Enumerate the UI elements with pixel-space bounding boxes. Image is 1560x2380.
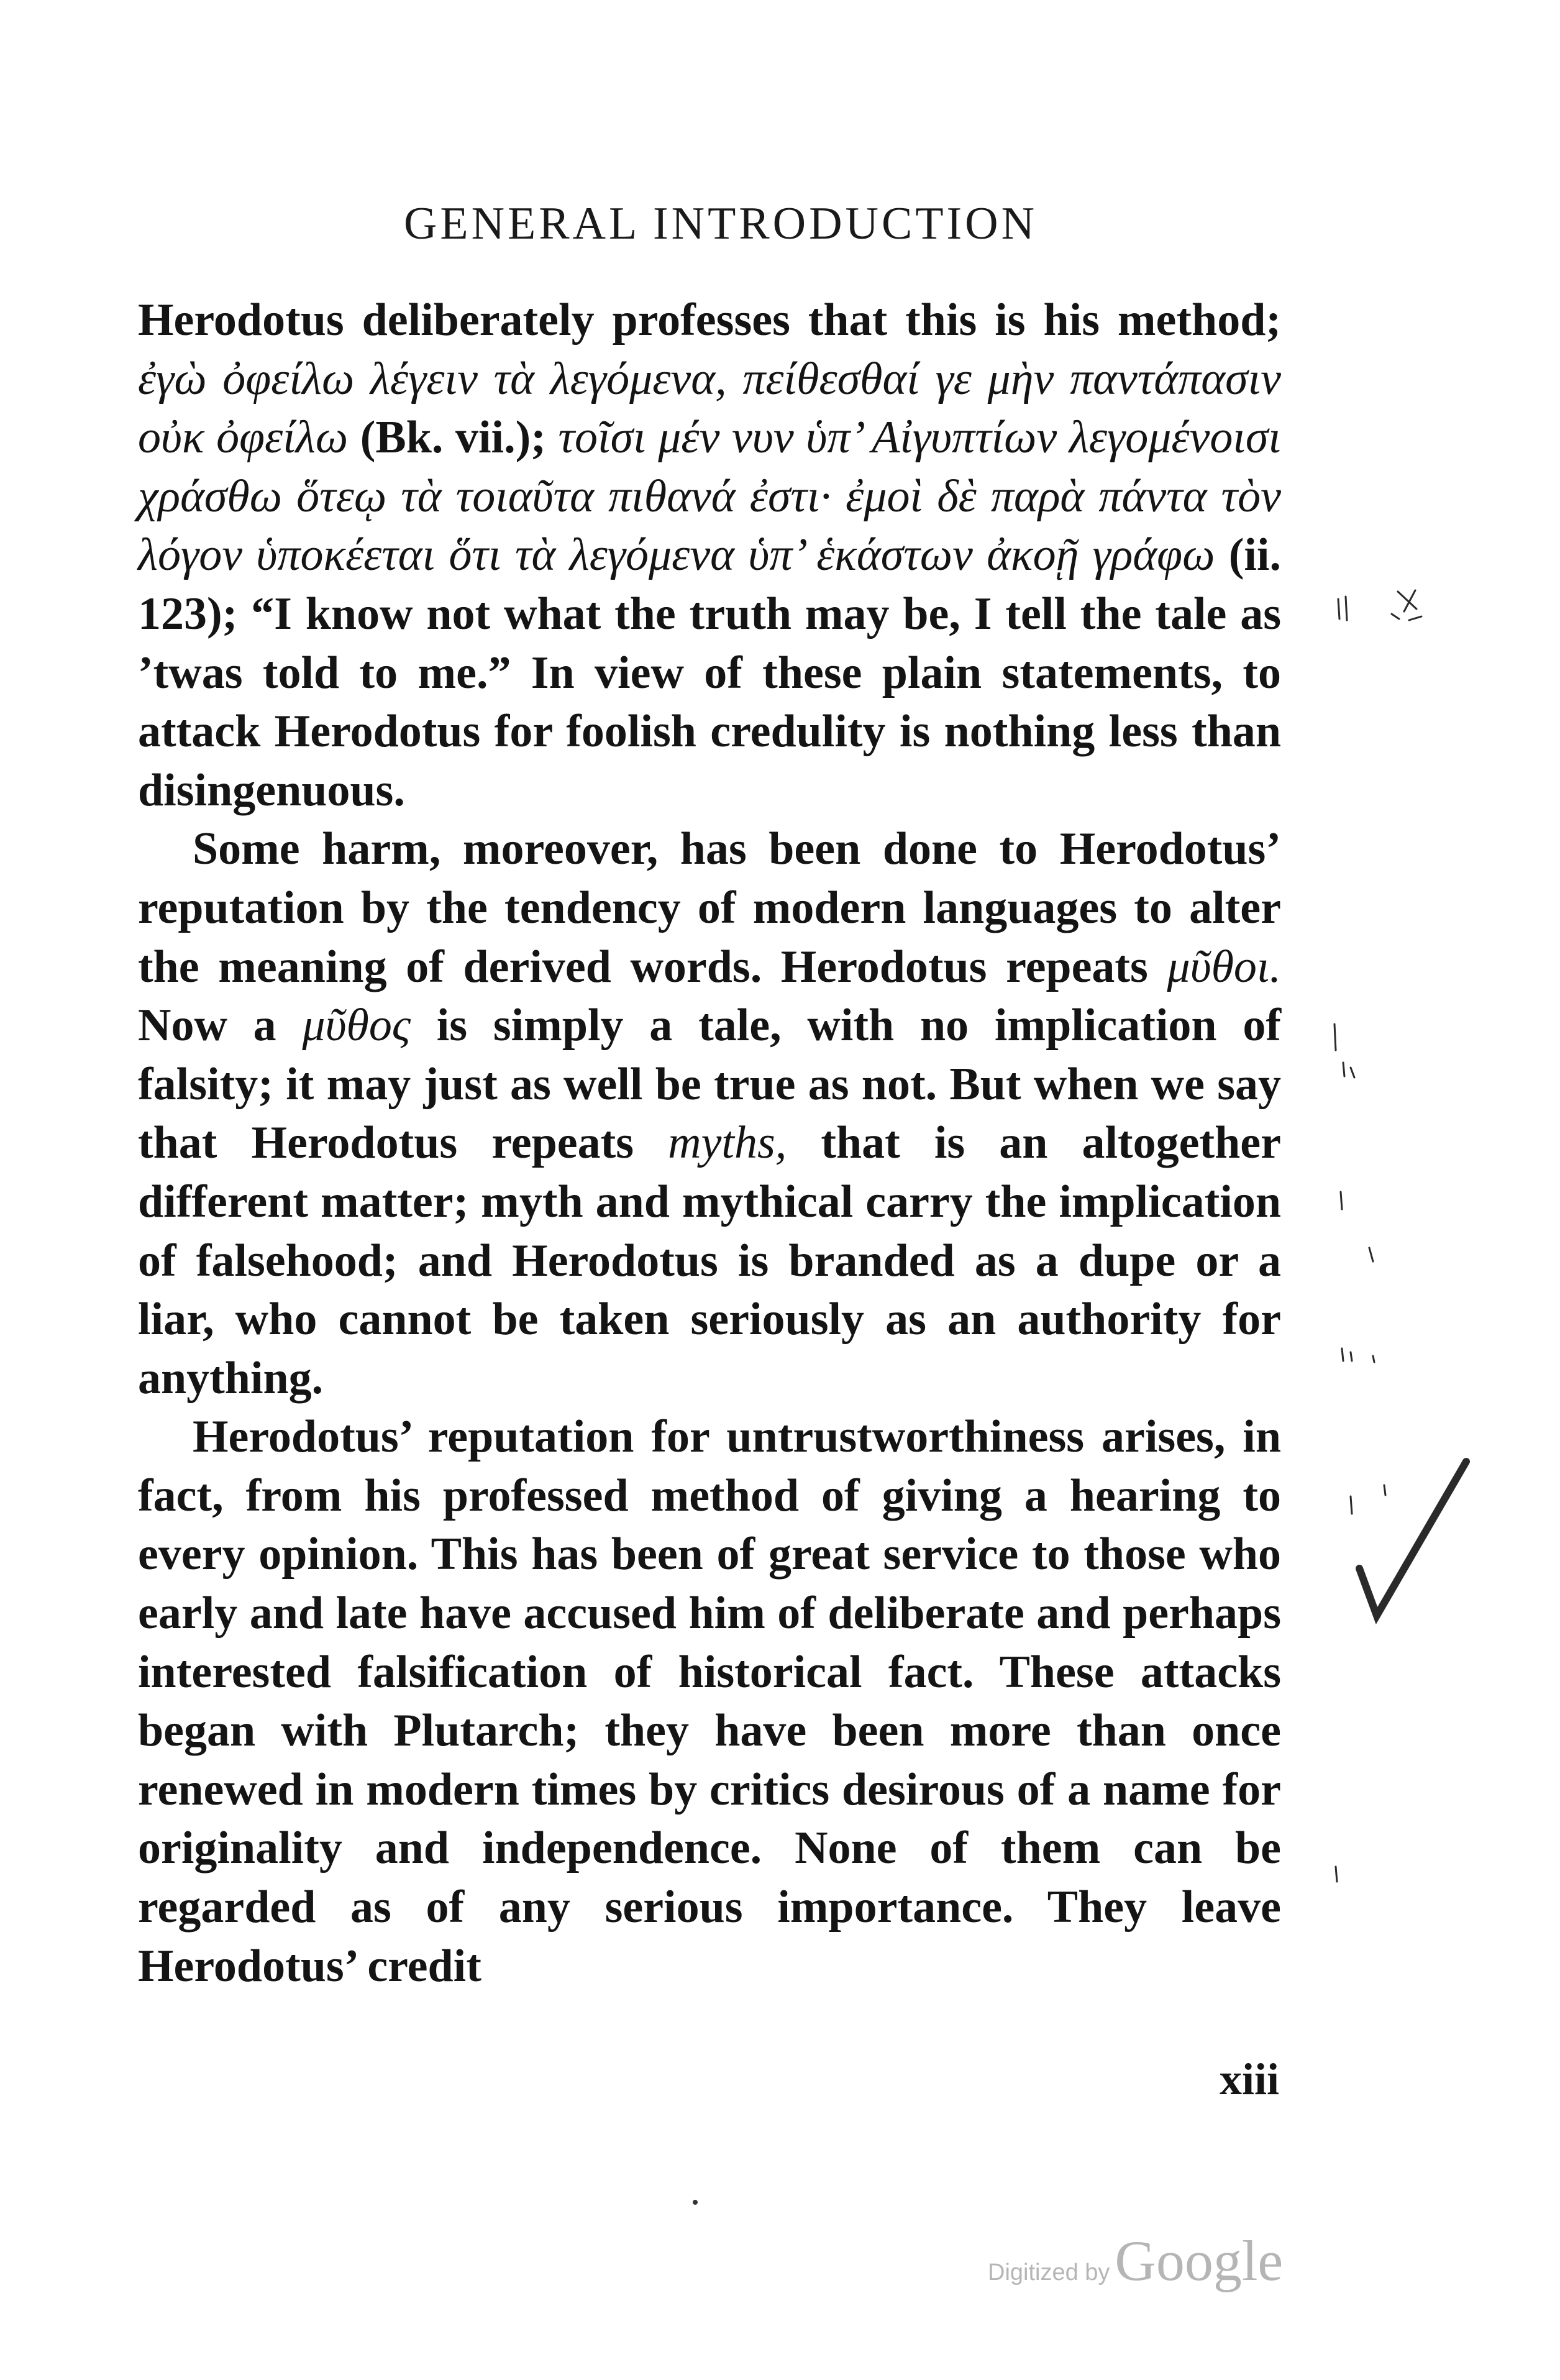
pencil-tick-10 bbox=[1336, 1867, 1337, 1882]
speck-mark bbox=[693, 2200, 698, 2205]
paragraph-1-text-a: Herodotus deliberately professes that this is his method; bbox=[138, 295, 1281, 346]
paragraph-2 bbox=[138, 820, 1281, 1407]
pencil-tick-6 bbox=[1369, 1248, 1373, 1261]
pencil-tick-4 bbox=[1343, 1063, 1354, 1078]
italic-word-myths: myths, bbox=[668, 1117, 787, 1169]
paragraph-1 bbox=[138, 291, 1281, 820]
greek-quotation-1: ἐγὼ ὀφείλω λέγειν τὰ λεγόμενα, πείθεσθαί γε μὴν παντάπασιν οὐκ ὀφείλω bbox=[138, 353, 1281, 464]
pencil-tick-2 bbox=[1346, 597, 1347, 620]
pencil-tick-1 bbox=[1338, 599, 1339, 619]
pencil-tick-8 bbox=[1351, 1496, 1352, 1514]
pencil-margin-marks bbox=[1305, 559, 1522, 1989]
paragraph-2-text-d: that is an altogether different matter; myth and mythical carry the implication of falsehood; and Herodotus is branded as a dupe or a liar, who cannot be taken seriously as an authority for anything. bbox=[138, 1117, 1281, 1404]
google-wordmark: Google bbox=[1115, 2229, 1284, 2292]
greek-word-mythoi: μῦθοι. bbox=[1167, 941, 1281, 992]
greek-word-mythos: μῦθος bbox=[302, 1000, 411, 1051]
paragraph-2-text-c: is simply a tale, with no implication of falsity; it may just as well be true as not. But when we say that Herodotus repeats bbox=[138, 1000, 1281, 1169]
running-head: GENERAL INTRODUCTION bbox=[403, 198, 1038, 249]
pencil-checkmark bbox=[1359, 1462, 1466, 1616]
paragraph-2-text-b: Now a bbox=[138, 1000, 303, 1051]
pencil-tick-9 bbox=[1384, 1485, 1385, 1495]
paragraph-1-text-b: (Bk. vii.); bbox=[348, 412, 559, 464]
pencil-tick-3 bbox=[1334, 1024, 1336, 1050]
paragraph-3: Herodotus’ reputation for untrustworthiness arises, in fact, from his professed method of giving a hearing to every opinion. This has been of great service to those who early and late have accused him of deliberate and perhaps interested falsification of historical fact. These attacks began with Plutarch; they have been more than once renewed in modern times by critics desirous of a name for originality and independence. None of them can be regarded as of any serious importance. They leave Herodotus’ credit bbox=[138, 1411, 1281, 1992]
paragraph-1-text-c: (ii. 123); “I know not what the truth may be, I tell the tale as ’twas told to me.” In view of these plain statements, to attack Herodotus for foolish credulity is nothing less than disingenuous. bbox=[138, 529, 1281, 816]
pencil-tick-7 bbox=[1342, 1348, 1374, 1362]
watermark-prefix: Digitized by bbox=[988, 2259, 1110, 2286]
page-number: xiii bbox=[1219, 2054, 1279, 2104]
paragraph-2-text-a: Some harm, moreover, has been done to Herodotus’ reputation by the tendency of modern languages to alter the meaning of derived words. Herodotus repeats bbox=[138, 823, 1281, 992]
greek-quotation-2: τοῖσι μέν νυν ὑπ’ Αἰγυπτίων λεγομένοισι χράσθω ὅτεῳ τὰ τοιαῦτα πιθανά ἐστι· ἐμοὶ δὲ παρὰ πάντα τὸν λόγον ὑποκέεται ὅτι τὰ λεγόμενα ὑπ’ ἑκάστων ἀκοῇ γράφω bbox=[138, 412, 1281, 581]
pencil-cross-mark bbox=[1392, 590, 1421, 620]
digitization-watermark bbox=[988, 2228, 1283, 2294]
pencil-tick-5 bbox=[1341, 1192, 1342, 1209]
body-text bbox=[138, 291, 1281, 1995]
